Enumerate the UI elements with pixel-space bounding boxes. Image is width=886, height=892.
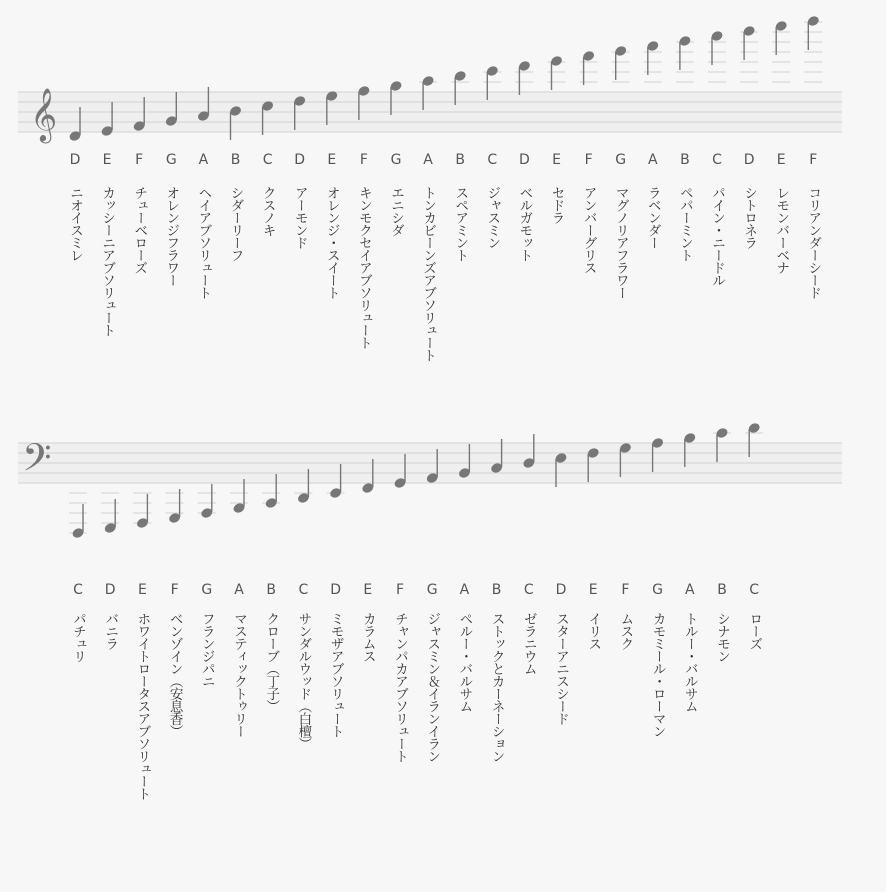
note-letter: A [459,582,470,598]
note-letter: B [455,152,465,168]
fragrance-name: カラムス [359,612,376,662]
fragrance-name: フランジパニ [198,612,215,687]
fragrance-name: アンバーグリス [580,186,597,274]
fragrance-name: キンモクセイアブソリュート [355,186,372,349]
fragrance-name: ストックとカーネーション [488,612,505,762]
fragrance-name: サンダルウッド（白檀） [295,612,312,750]
fragrance-name: ニオイスミレ [67,186,83,261]
svg-text:𝄢: 𝄢 [22,435,52,489]
note-letter: A [648,152,658,168]
note-letter: G [426,582,438,598]
note-letter: G [201,582,213,598]
note-letter: G [390,152,402,168]
note-letter: C [749,582,760,598]
note-letter: C [523,582,534,598]
note-letter: A [685,582,695,598]
note-letter: E [552,152,561,168]
fragrance-name: バニラ [102,612,119,650]
fragrance-name: パイン・ニードル [709,186,725,286]
note-letter: C [262,152,273,168]
note-letter: E [327,152,337,168]
note-letter: G [652,582,664,598]
fragrance-name: クローブ（丁子） [263,612,280,712]
fragrance-name: ミモザアブソリュート [327,612,344,737]
fragrance-name: チューベローズ [131,186,148,274]
fragrance-name: マグノリアフラワー [612,186,629,299]
note-letter: F [359,152,368,168]
note-letter: B [491,582,502,598]
fragrance-name: ホワイトロータスアブソリュート [134,612,151,800]
fragrance-name: トルー・バルサム [681,612,698,712]
fragrance-name: スターアニスシード [553,612,569,725]
note-letter: E [776,152,786,168]
fragrance-name: エニシダ [388,186,404,236]
note-letter: G [165,152,177,168]
fragrance-name: ペパーミント [676,186,693,261]
fragrance-name: ベルガモット [516,186,533,261]
svg-text:𝄞: 𝄞 [30,87,58,141]
fragrance-name: スペアミント [452,186,469,261]
note-letter: A [423,152,433,168]
note-letter: F [170,582,179,598]
fragrance-name: ムスク [617,612,634,650]
fragrance-name: チャンパカアブソリュート [392,612,408,762]
note-letter: E [588,582,598,598]
note-letter: D [104,582,116,598]
note-letter: F [809,152,818,168]
note-letter: C [487,152,498,168]
fragrance-name: ジャスミン [484,186,501,249]
note-letter: F [395,582,405,598]
note-letter: A [234,582,244,598]
note-letter: F [621,582,630,598]
fragrance-name: パチュリ [70,612,86,662]
note-letter: A [198,152,209,168]
note-letter: D [743,152,755,168]
fragrance-name: ジャスミン＆イランイラン [424,612,441,762]
note-letter: E [137,582,147,598]
note-letter: G [615,152,627,168]
note-letter: D [69,152,81,168]
fragrance-name: ラベンダー [644,186,661,249]
fragrance-name: ゼラニウム [520,612,537,675]
note-letter: D [330,582,341,598]
fragrance-name: レモンバーベナ [773,186,790,274]
note-letter: D [555,582,567,598]
note-letter: C [73,582,83,598]
bass-clef-icon [22,435,52,489]
fragrance-name: イリス [585,612,602,650]
fragrance-name: オレンジ・スイート [323,186,340,299]
fragrance-name: ペルー・バルサム [456,612,473,712]
treble-clef-icon [30,87,57,143]
note-letter: B [717,582,727,598]
note-letter: D [519,152,530,168]
fragrance-name: トンカビーンズアブソリュート [420,186,437,361]
fragrance-name: シナモン [714,612,730,662]
fragrance-name: アーモンド [291,186,308,249]
note-letter: D [294,152,306,168]
fragrance-name: ヘイアブソリュート [195,186,212,299]
fragrance-name: コリアンダーシード [805,186,822,299]
fragrance-name: マスティックトゥリー [231,612,247,737]
note-letter: B [680,152,690,168]
note-letter: E [363,582,373,598]
fragrance-name: シトロネラ [741,186,758,249]
fragrance-name: ベンゾイン（安息香） [166,612,183,737]
note-letter: F [584,152,593,168]
note-letter: E [102,152,112,168]
fragrance-name: セドラ [548,186,565,224]
fragrance-name: ローズ [746,612,763,650]
note-letter: B [230,152,241,168]
note-letter: C [712,152,722,168]
fragrance-name: シダーリーフ [227,186,244,261]
note-letter: F [135,152,144,168]
fragrance-name: クスノキ [259,186,276,236]
fragrance-name: カモミール・ローマン [649,612,666,737]
note-letter: C [298,582,309,598]
note-letter: B [266,582,276,598]
fragrance-name: カッシーニアブソリュート [99,186,116,336]
fragrance-name: オレンジフラワー [163,186,180,286]
